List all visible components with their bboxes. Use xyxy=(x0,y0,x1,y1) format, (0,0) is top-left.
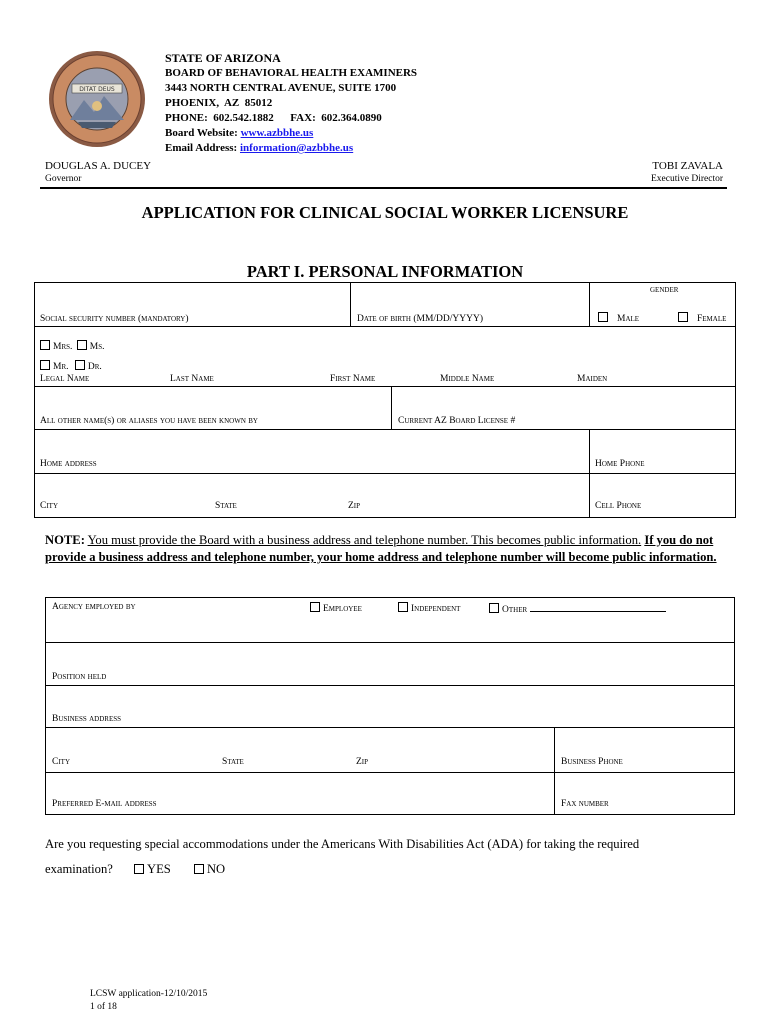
dr-checkbox[interactable] xyxy=(75,360,85,370)
email-link[interactable]: information@azbbhe.us xyxy=(239,142,354,154)
other-checkbox[interactable] xyxy=(489,603,499,613)
director-title: Executive Director xyxy=(650,174,723,184)
seal-motto: DITAT DEUS xyxy=(79,86,115,93)
other-label: Other xyxy=(502,605,528,615)
business-address-note xyxy=(45,532,737,566)
note-text: You must provide the Board with a business address and telephone number. This becomes public information. xyxy=(87,533,642,547)
board-phone-fax: PHONE: 602.542.1882 FAX: 602.364.0890 xyxy=(165,112,382,124)
mrs-checkbox[interactable] xyxy=(40,340,50,350)
director-name: TOBI ZAVALA xyxy=(652,160,723,172)
dr-label: Dr. xyxy=(87,362,102,372)
employee-option[interactable] xyxy=(310,602,362,614)
independent-checkbox[interactable] xyxy=(398,602,408,612)
header-divider xyxy=(40,187,727,189)
female-option[interactable] xyxy=(678,312,726,324)
state-label: State xyxy=(215,501,237,511)
email-label: Email Address: xyxy=(165,142,238,154)
business-state-label: State xyxy=(222,757,244,767)
note-bold-text: If you do not provide a business address and telephone number, your home address and telephone number will become public information. xyxy=(45,533,717,564)
first-name-label: First Name xyxy=(330,374,376,384)
employee-checkbox[interactable] xyxy=(310,602,320,612)
last-name-label: Last Name xyxy=(170,374,214,384)
preferred-email-label: Preferred E-mail address xyxy=(52,799,157,809)
board-address-2: PHOENIX, AZ 85012 xyxy=(165,97,273,109)
board-website-row xyxy=(165,126,417,141)
footer-doc-id: LCSW application-12/10/2015 xyxy=(90,989,208,999)
ada-question-end xyxy=(45,862,225,877)
board-email-row xyxy=(165,141,417,156)
ada-no-label: NO xyxy=(206,862,226,876)
middle-name-label: Middle Name xyxy=(440,374,495,384)
business-city-label: City xyxy=(52,757,70,767)
business-phone-label: Business Phone xyxy=(561,757,623,767)
footer-page-number: 1 of 18 xyxy=(90,1002,117,1012)
website-label: Board Website: xyxy=(165,127,238,139)
mrs-label: Mrs. xyxy=(53,342,73,352)
governor-name: DOUGLAS A. DUCEY xyxy=(45,160,152,172)
other-blank-line[interactable] xyxy=(530,602,666,612)
home-phone-label: Home Phone xyxy=(595,459,645,469)
male-checkbox[interactable] xyxy=(598,312,608,322)
ada-question-b: examination? xyxy=(45,862,113,876)
ada-question: Are you requesting special accommodations under the Americans With Disabilities Act (ADA) for taking the required xyxy=(45,837,640,851)
position-label: Position held xyxy=(52,672,107,682)
ms-label: Ms. xyxy=(89,342,105,352)
zip-label: Zip xyxy=(348,501,361,511)
business-address-label: Business address xyxy=(52,714,122,724)
female-label: Female xyxy=(697,314,727,324)
form-title: APPLICATION FOR CLINICAL SOCIAL WORKER LICENSURE xyxy=(141,203,629,222)
legal-name-label: Legal Name xyxy=(40,374,90,384)
maiden-label: Maiden xyxy=(577,374,608,384)
dob-label-a: Date of birth xyxy=(357,314,411,324)
cell-phone-label: Cell Phone xyxy=(595,501,642,511)
title-options-row2 xyxy=(40,360,102,372)
ada-yes-checkbox[interactable] xyxy=(134,864,144,874)
dob-label-b: (MM/DD/YYYY) xyxy=(410,314,484,324)
dob-label xyxy=(357,314,483,324)
website-link[interactable]: www.azbbhe.us xyxy=(240,127,314,139)
business-zip-label: Zip xyxy=(356,757,369,767)
business-info-table xyxy=(45,597,735,815)
ssn-label: Social security number (mandatory) xyxy=(40,314,189,324)
employee-label: Employee xyxy=(323,604,362,614)
note-label: NOTE: xyxy=(45,533,85,547)
female-checkbox[interactable] xyxy=(678,312,688,322)
state-seal xyxy=(48,50,146,148)
fax-label: Fax number xyxy=(561,799,609,809)
mr-checkbox[interactable] xyxy=(40,360,50,370)
ada-yes-label: YES xyxy=(147,862,171,876)
state-name: STATE OF ARIZONA xyxy=(165,51,281,65)
board-header xyxy=(165,51,417,156)
other-option[interactable] xyxy=(489,602,666,615)
mr-label: Mr. xyxy=(53,362,69,372)
gender-label: gender xyxy=(650,285,679,295)
part1-title: PART I. PERSONAL INFORMATION xyxy=(246,262,524,281)
ms-checkbox[interactable] xyxy=(77,340,87,350)
home-address-label: Home address xyxy=(40,459,97,469)
board-address-1: 3443 NORTH CENTRAL AVENUE, SUITE 1700 xyxy=(165,82,397,94)
az-license-label: Current AZ Board License # xyxy=(398,416,516,426)
aliases-label: All other name(s) or aliases you have been known by xyxy=(40,416,258,426)
city-label: City xyxy=(40,501,58,511)
male-label: Male xyxy=(617,314,640,324)
governor-title: Governor xyxy=(45,174,82,184)
independent-option[interactable] xyxy=(398,602,460,614)
agency-label: Agency employed by xyxy=(52,602,136,612)
ada-no-checkbox[interactable] xyxy=(194,864,204,874)
male-option[interactable] xyxy=(598,312,639,324)
board-name: BOARD OF BEHAVIORAL HEALTH EXAMINERS xyxy=(165,67,418,79)
title-options-row1 xyxy=(40,340,104,352)
independent-label: Independent xyxy=(411,604,461,614)
